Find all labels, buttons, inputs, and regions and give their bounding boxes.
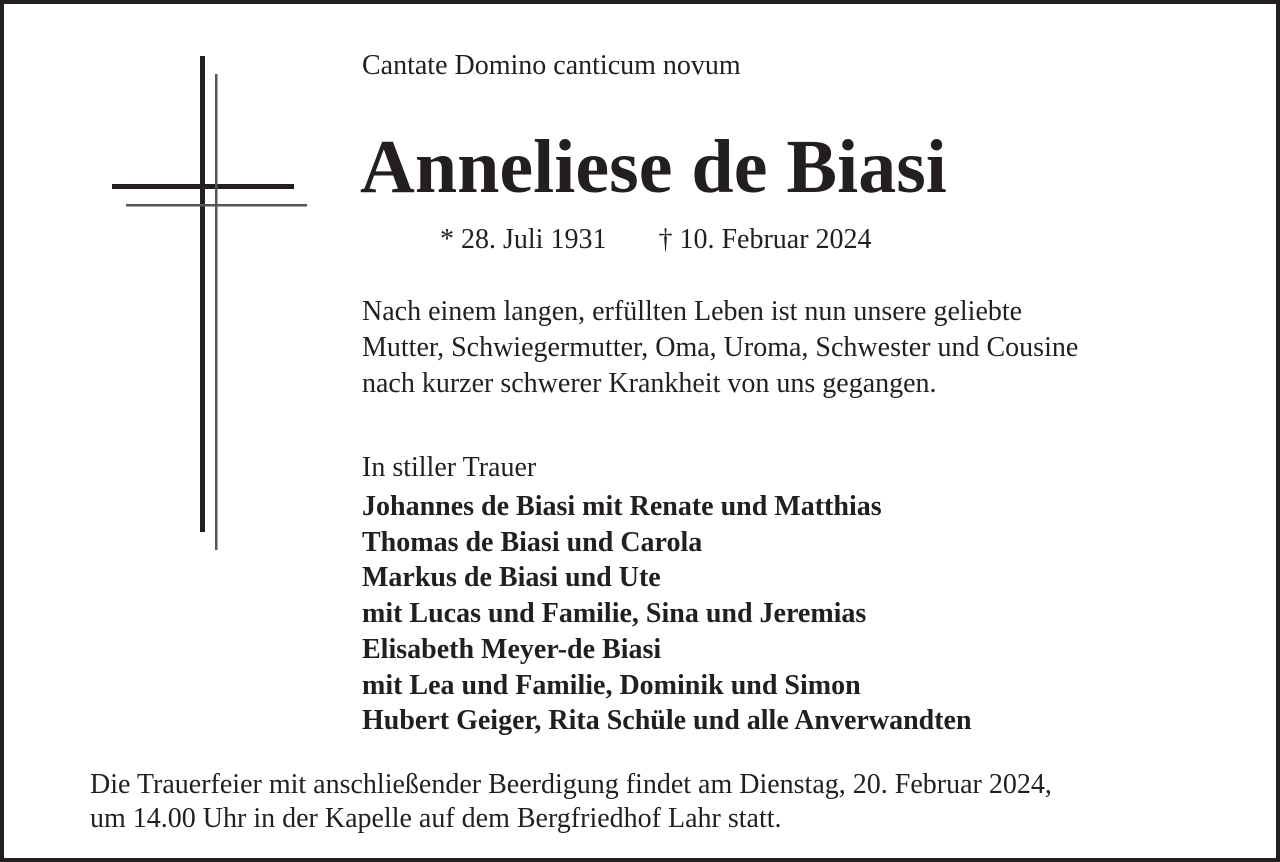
message-line: Mutter, Schwiegermutter, Oma, Uroma, Schwester und Cousine (362, 332, 1079, 363)
mourning-label: In stiller Trauer (362, 452, 537, 483)
mourner-line: Thomas de Biasi und Carola (362, 526, 703, 558)
birth-date: * 28. Juli 1931 (440, 224, 607, 255)
cross-horizontal-thin (126, 204, 307, 207)
mourner-line: Hubert Geiger, Rita Schüle und alle Anverwandten (362, 705, 972, 737)
message-line: Nach einem langen, erfüllten Leben ist nun unsere geliebte (362, 296, 1023, 327)
cross-vertical-thin (215, 74, 218, 550)
mourner-line: Markus de Biasi und Ute (362, 562, 661, 594)
funeral-service-info (90, 768, 1052, 836)
mourner-line: Elisabeth Meyer-de Biasi (362, 633, 662, 665)
cross-vertical-bold (200, 56, 205, 532)
cross-horizontal-bold (112, 184, 294, 189)
death-date: † 10. Februar 2024 (658, 224, 872, 255)
motto-text: Cantate Domino canticum novum (362, 50, 741, 81)
service-line: um 14.00 Uhr in der Kapelle auf dem Bergfriedhof Lahr statt. (90, 803, 782, 834)
life-dates (440, 222, 872, 258)
cross-icon (104, 54, 314, 554)
deceased-name: Anneliese de Biasi (360, 125, 947, 209)
service-line: Die Trauerfeier mit anschließender Beerdigung findet am Dienstag, 20. Februar 2024, (90, 769, 1052, 800)
mourner-line: mit Lea und Familie, Dominik und Simon (362, 669, 861, 701)
mourners-list (362, 489, 972, 739)
mourner-line: mit Lucas und Familie, Sina und Jeremias (362, 598, 867, 630)
message-line: nach kurzer schwerer Krankheit von uns gegangen. (362, 368, 937, 399)
mourner-line: Johannes de Biasi mit Renate und Matthias (362, 491, 882, 522)
notice-message (362, 294, 1078, 402)
